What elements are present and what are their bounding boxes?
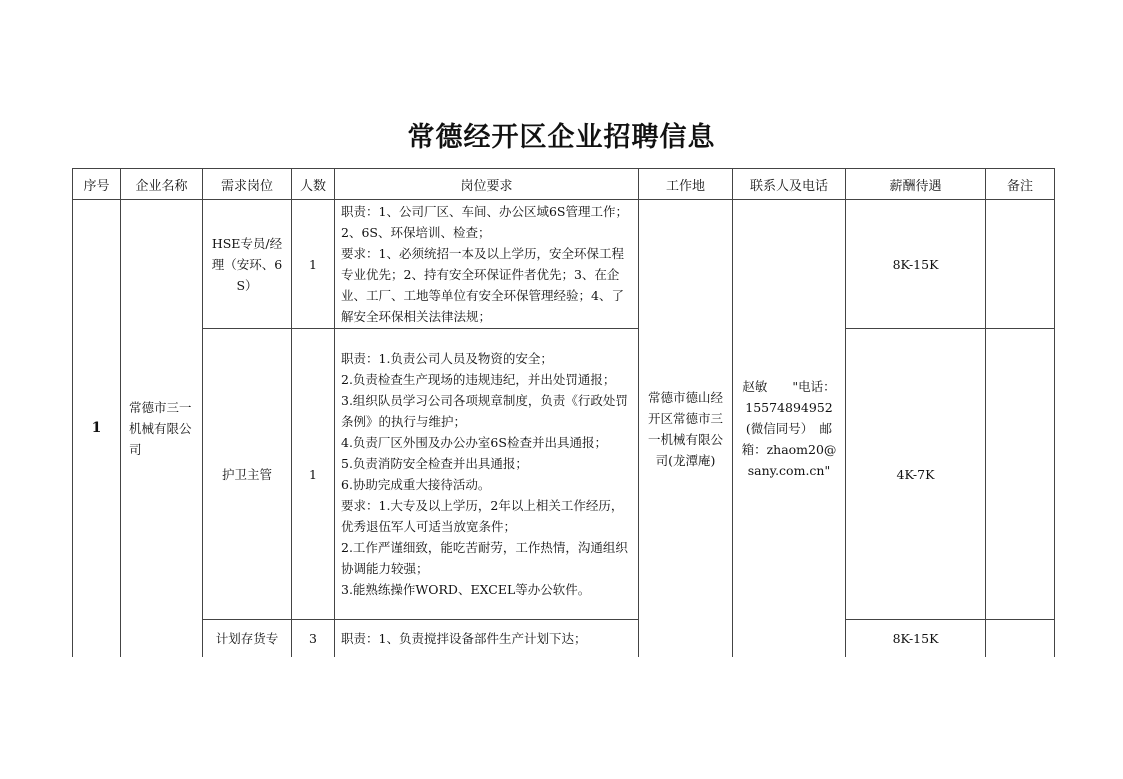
position-cell: 护卫主管 bbox=[203, 329, 292, 620]
count-cell: 3 bbox=[292, 620, 335, 658]
table-row bbox=[73, 620, 1055, 658]
header-cell-requirements: 岗位要求 bbox=[335, 169, 639, 200]
salary-cell: 8K-15K bbox=[846, 200, 986, 329]
salary-cell: 4K-7K bbox=[846, 329, 986, 620]
page-break-mask bbox=[72, 657, 1056, 667]
header-cell-contact: 联系人及电话 bbox=[733, 169, 846, 200]
note-cell bbox=[986, 200, 1055, 329]
contact-cell: 赵敏 "电话：15574894952(微信同号） 邮箱：zhaom20@sany.com.cn" bbox=[733, 200, 846, 658]
requirement-line: 职责：1.负责公司人员及物资的安全； bbox=[341, 351, 553, 366]
requirements-cell bbox=[335, 620, 639, 658]
header-cell-note: 备注 bbox=[986, 169, 1055, 200]
note-cell bbox=[986, 329, 1055, 620]
requirements-cell bbox=[335, 200, 639, 329]
requirement-line: 2.负责检查生产现场的违规违纪，并出处罚通报； bbox=[341, 372, 616, 387]
note-cell bbox=[986, 620, 1055, 658]
count-cell: 1 bbox=[292, 200, 335, 329]
location-cell: 常德市德山经开区常德市三一机械有限公司(龙潭庵) bbox=[639, 200, 733, 658]
seq-cell: 1 bbox=[73, 200, 121, 658]
requirement-line: 3.组织队员学习公司各项规章制度，负责《行政处罚条例》的执行与维护； bbox=[341, 393, 628, 429]
header-cell-count: 人数 bbox=[292, 169, 335, 200]
requirement-line: 要求：1、必须统招一本及以上学历，安全环保工程专业优先；2、持有安全环保证件者优先；3、在企业、工厂、工地等单位有安全环保管理经验；4、了解安全环保相关法律法规； bbox=[341, 246, 624, 324]
requirement-line: 6.协助完成重大接待活动。 bbox=[341, 477, 491, 492]
requirement-line: 4.负责厂区外围及办公办室6S检查并出具通报； bbox=[341, 435, 607, 450]
company-name-cell: 常德市三一机械有限公司 bbox=[121, 200, 203, 658]
recruitment-table bbox=[72, 168, 1055, 658]
requirement-line: 2.工作严谨细致，能吃苦耐劳，工作热情，沟通组织协调能力较强； bbox=[341, 540, 628, 576]
table-row bbox=[73, 200, 1055, 329]
requirement-line: 5.负责消防安全检查并出具通报； bbox=[341, 456, 528, 471]
header-cell-salary: 薪酬待遇 bbox=[846, 169, 986, 200]
table-row bbox=[73, 329, 1055, 620]
header-cell-position: 需求岗位 bbox=[203, 169, 292, 200]
header-row bbox=[73, 169, 1055, 200]
salary-cell: 8K-15K bbox=[846, 620, 986, 658]
page-title: 常德经开区企业招聘信息 bbox=[407, 122, 716, 153]
requirement-line: 职责：1、负责搅拌设备部件生产计划下达； bbox=[341, 631, 587, 646]
header-cell-location: 工作地 bbox=[639, 169, 733, 200]
requirement-line: 职责：1、公司厂区、车间、办公区域6S管理工作；2、6S、环保培训、检查； bbox=[341, 204, 628, 240]
header-cell-seq: 序号 bbox=[73, 169, 121, 200]
requirements-cell bbox=[335, 329, 639, 620]
header-cell-company: 企业名称 bbox=[121, 169, 203, 200]
position-cell: 计划存货专 bbox=[203, 620, 292, 658]
count-cell: 1 bbox=[292, 329, 335, 620]
position-cell: HSE专员/经理（安环、6S） bbox=[203, 200, 292, 329]
requirement-line: 3.能熟练操作WORD、EXCEL等办公软件。 bbox=[341, 582, 591, 597]
requirement-line: 要求：1.大专及以上学历，2年以上相关工作经历，优秀退伍军人可适当放宽条件； bbox=[341, 498, 624, 534]
